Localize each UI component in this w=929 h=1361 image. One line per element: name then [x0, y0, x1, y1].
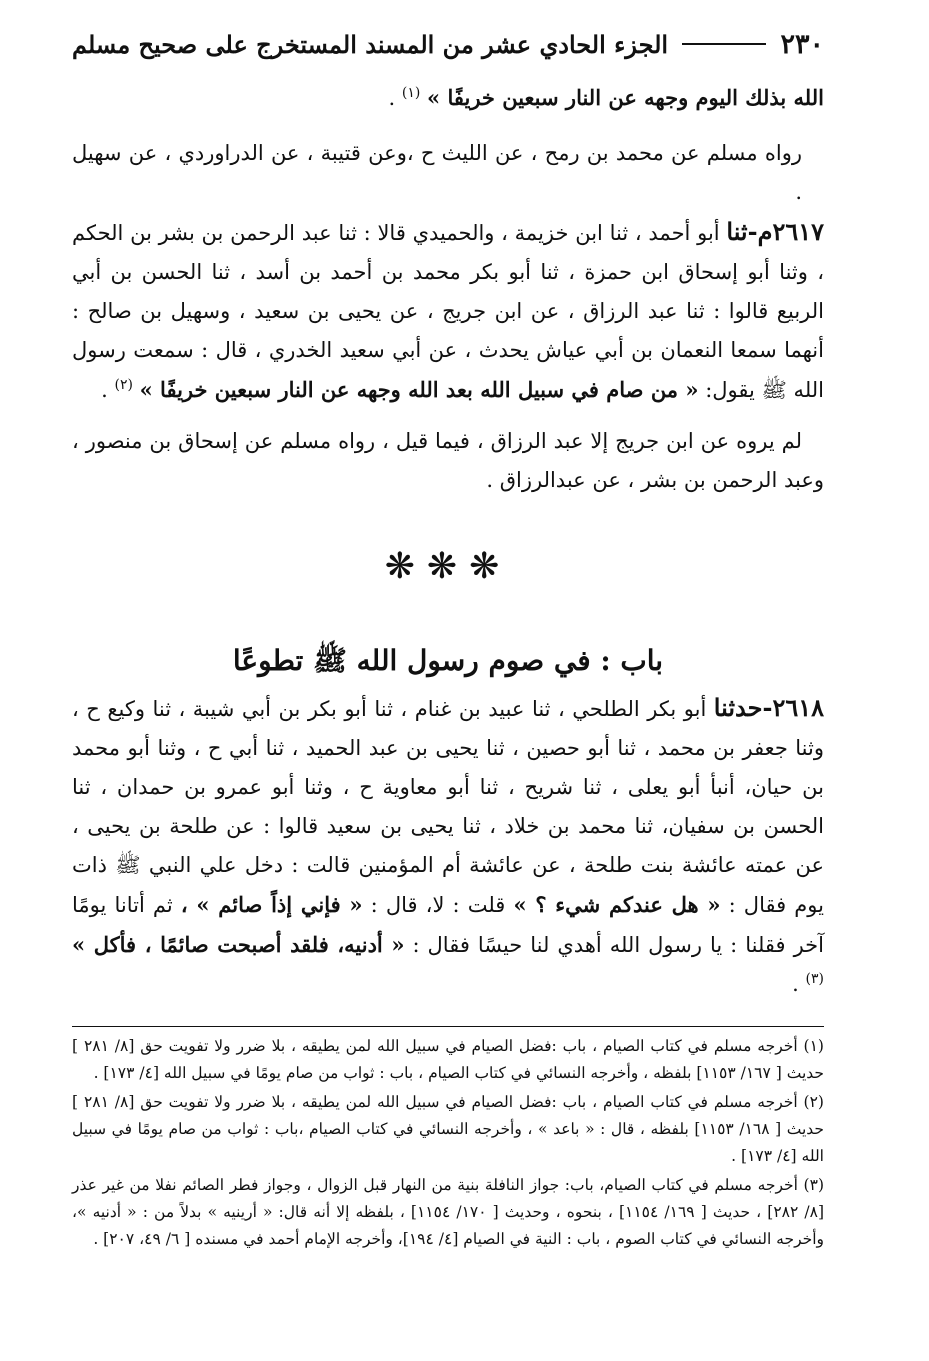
hadith-2617-isnad: أبو أحمد ، ثنا ابن خزيمة ، والحميدي قالا : ثنا عبد الرحمن بن بشر بن الحكم ، وثنا أبو إسحاق ابن حمزة ، ثنا أبو بكر محمد بن أحمد بن أسد ، ثنا الحسن بن أبي الربيع قالوا : ثنا عبد الرزاق ، عن ابن جريج ، عن يحيى بن سعيد ، وسهيل بن صالح : أنهما سمعا النعمان بن أبي عياش يحدث ، عن أبي سعيد الخدري ، قال : سمعت رسول الله ﷺ يقول: — [72, 221, 824, 402]
footnote-ref-1: (١) — [401, 85, 421, 101]
header-rule — [682, 43, 766, 45]
hadith-number-2617: ٢٦١٧م-ثنا — [726, 217, 824, 246]
footnote-divider — [72, 1026, 824, 1027]
hadith-2617: ٢٦١٧م-ثنا أبو أحمد ، ثنا ابن خزيمة ، والحميدي قالا : ثنا عبد الرحمن بن بشر بن الحكم ، وثنا أبو إسحاق ابن حمزة ، ثنا أبو بكر محمد بن أحمد بن أسد ، ثنا الحسن بن أبي الربيع قالوا : ثنا عبد الرزاق ، عن ابن جريج ، عن يحيى بن سعيد ، وسهيل بن صالح : أنهما سمعا النعمان بن أبي عياش يحدث ، عن أبي سعيد الخدري ، قال : سمعت رسول الله ﷺ يقول: « من صام في سبيل الله بعد الله وجهه عن النار سبعين خريفًا » $^{(٢)}$ . — [72, 217, 824, 402]
section-separator: ❋❋❋ — [384, 546, 512, 587]
hadith-2618-text-2: ثم أتانا يومًا آخر فقلنا : يا رسول الله أهدي لنا حيسًا فقال : — [72, 893, 824, 957]
hadith-number-2618: ٢٦١٨-حدثنا — [713, 693, 824, 722]
continuation-paragraph: الله بذلك اليوم وجهه عن النار سبعين خريفًا » $^{(١)}$ . — [388, 85, 824, 110]
hadith-2618-quote-2: « فإني إذاً صائم » ، — [180, 892, 363, 917]
running-header-title: الجزء الحادي عشر من المسند المستخرج على صحيح مسلم — [72, 29, 669, 59]
footnote-1 — [72, 1033, 824, 1087]
hadith-2618-quote-1: « هل عندكم شيء ؟ » — [513, 892, 721, 917]
hadith-2618-quote-3: « أدنيه، فلقد أصبحت صائمًا ، فأكل » — [72, 932, 405, 957]
footnote-text: أخرجه مسلم في كتاب الصيام ، باب :فضل الصيام في سبيل الله لمن يطيقه ، بلا ضرر ولا تفويت حق [٨/ ٢٨١ ] حديث [ ١٦٧/ ١١٥٣] بلفظه ، وأخرجه النسائي في كتاب الصيام ، باب : ثواب من صام يومًا في سبيل الله [٤/ ١٧٣] . — [72, 1037, 824, 1082]
hadith-2617-matn: « من صام في سبيل الله بعد الله وجهه عن النار سبعين خريفًا » — [139, 377, 699, 402]
footnote-marker: (٢) — [803, 1093, 824, 1111]
book-page — [72, 18, 824, 1253]
page-number: ٢٣٠ — [780, 28, 824, 60]
running-header — [72, 18, 824, 70]
chapter-title: باب : في صوم رسول الله ﷺ تطوعًا — [232, 644, 664, 677]
hadith-2618-text-1: قلت : لا، قال : — [370, 893, 506, 917]
note-paragraph-1: رواه مسلم عن محمد بن رمح ، عن الليث ح ،وعن قتيبة ، عن الدراوردي ، عن سهيل . — [72, 141, 802, 204]
footnote-text: أخرجه مسلم في كتاب الصيام، باب: جواز النافلة بنية من النهار قبل الزوال ، وجواز فطر الصائم نفلا من غير عذر [٨/ ٢٨٢] ، حديث [ ١٦٩/ ١١٥٤] ، بنحوه ، وحديث [ ١٧٠/ ١١٥٤] ، بلفظه إلا أنه قال: « أرينيه » بدلاً من : « أدنيه »، وأخرجه النسائي في كتاب الصوم ، باب : النية في الصيام [٤/ ١٩٤]، وأخرجه الإمام أحمد في مسنده [ ٦/ ٤٩، ٢٠٧] . — [72, 1176, 824, 1248]
footnote-3 — [72, 1172, 824, 1253]
footnote-ref-3: (٣) — [805, 971, 824, 987]
hadith-2618: ٢٦١٨-حدثنا أبو بكر الطلحي ، ثنا عبيد بن غنام ، ثنا أبو بكر بن أبي شيبة ، ثنا وكيع ح ، وثنا جعفر بن محمد ، ثنا أبو حصين ، ثنا يحيى بن عبد الحميد ، ثنا أبي ح ، وثنا أبو محمد بن حيان، أنبأ أبو يعلى ، ثنا شريح ، ثنا أبو معاوية ح ، وثنا أبو عمرو بن حمدان ، ثنا الحسن بن سفيان، ثنا محمد بن خلاد ، ثنا يحيى بن سعيد قالوا : عن طلحة بن يحيى ، عن عمته عائشة بنت طلحة ، عن عائشة أم المؤمنين قالت : دخل علي النبي ﷺ ذات يوم فقال : « هل عندكم شيء ؟ » قلت : لا، قال : « فإني إذاً صائم » ، ثم أتانا يومًا آخر فقلنا : يا رسول الله أهدي لنا حيسًا فقال : « أدنيه، فلقد أصبحت صائمًا ، فأكل » $^{(٣)}$ . — [72, 693, 824, 996]
footnote-ref-2: (٢) — [114, 377, 133, 393]
footnote-2 — [72, 1089, 824, 1170]
note-paragraph-2: لم يروه عن ابن جريج إلا عبد الرزاق ، فيما قيل ، رواه مسلم عن إسحاق بن منصور ، وعبد الرحمن بن بشر ، عن عبدالرزاق . — [72, 429, 824, 492]
continuation-quote: الله بذلك اليوم وجهه عن النار سبعين خريفًا » — [427, 85, 824, 110]
hadith-2618-isnad: أبو بكر الطلحي ، ثنا عبيد بن غنام ، ثنا أبو بكر بن أبي شيبة ، ثنا وكيع ح ، وثنا جعفر بن محمد ، ثنا أبو حصين ، ثنا يحيى بن عبد الحميد ، ثنا أبي ح ، وثنا أبو محمد بن حيان، أنبأ أبو يعلى ، ثنا شريح ، ثنا أبو معاوية ح ، وثنا أبو عمرو بن حمدان ، ثنا الحسن بن سفيان، ثنا محمد بن خلاد ، ثنا يحيى بن سعيد قالوا : عن طلحة بن يحيى ، عن عمته عائشة بنت طلحة ، عن عائشة أم المؤمنين قالت : دخل علي النبي ﷺ ذات يوم فقال : — [72, 697, 824, 917]
footnote-marker: (٣) — [803, 1176, 824, 1194]
footnotes — [72, 1033, 824, 1253]
footnote-text: أخرجه مسلم في كتاب الصيام ، باب :فضل الصيام في سبيل الله لمن يطيقه ، بلا ضرر ولا تفويت حق [٨/ ٢٨١ ] حديث [ ١٦٨/ ١١٥٣] بلفظه ، قال : « باعد » ، وأخرجه النسائي في كتاب الصيام ،باب : ثواب من صام يومًا في سبيل الله [٤/ ١٧٣] . — [72, 1093, 825, 1165]
footnote-marker: (١) — [803, 1037, 824, 1055]
